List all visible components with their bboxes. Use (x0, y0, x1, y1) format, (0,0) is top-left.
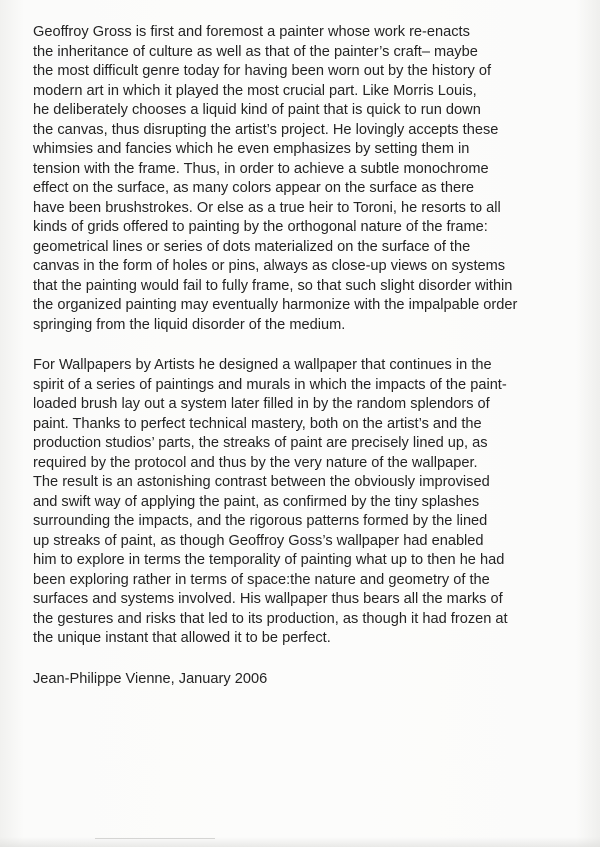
text-line: Geoffroy Gross is first and foremost a painter whose work re-enacts (33, 24, 470, 40)
text-line: the canvas, thus disrupting the artist’s project. He lovingly accepts these (33, 121, 499, 138)
text-line: paint. Thanks to perfect technical mastery, both on the artist’s and the (33, 415, 482, 432)
text-line: modern art in which it played the most crucial part. Like Morris Louis, (33, 82, 477, 99)
paragraph-2 (33, 356, 573, 649)
text-line: him to explore in terms the temporality of painting what up to then he had (33, 552, 505, 568)
text-line: whimsies and fancies which he even emphasizes by setting them in (33, 141, 470, 157)
text-line: canvas in the form of holes or pins, always as close-up views on systems (33, 258, 506, 274)
text-line: that the painting would fail to fully frame, so that such slight disorder within (33, 277, 513, 294)
text-line: surfaces and systems involved. His wallpaper thus bears all the marks of (33, 591, 503, 607)
text-line: production studios’ parts, the streaks of paint are precisely lined up, as (33, 435, 488, 451)
text-line: been exploring rather in terms of space:the nature and geometry of the (33, 571, 490, 588)
document-body (33, 23, 573, 689)
text-line: up streaks of paint, as though Geoffroy Goss’s wallpaper had enabled (33, 532, 484, 549)
text-line: the inheritance of culture as well as that of the painter’s craft– maybe (33, 43, 478, 60)
text-line: the organized painting may eventually harmonize with the impalpable order (33, 297, 518, 313)
text-line: the most difficult genre today for having been worn out by the history of (33, 63, 492, 79)
text-line: springing from the liquid disorder of the medium. (33, 316, 346, 333)
text-line: effect on the surface, as many colors appear on the surface as there (33, 180, 475, 196)
text-line: The result is an astonishing contrast between the obviously improvised (33, 474, 490, 490)
text-line: For Wallpapers by Artists he designed a wallpaper that continues in the (33, 357, 492, 373)
paragraph-1 (33, 23, 573, 335)
text-line: tension with the frame. Thus, in order to achieve a subtle monochrome (33, 160, 489, 177)
page-bottom-edge (0, 837, 600, 847)
text-line: the gestures and risks that led to its production, as though it had frozen at (33, 610, 508, 627)
text-line: he deliberately chooses a liquid kind of paint that is quick to run down (33, 102, 481, 118)
text-line: kinds of grids offered to painting by the orthogonal nature of the frame: (33, 219, 488, 235)
author-signature: Jean-Philippe Vienne, January 2006 (33, 670, 268, 687)
text-line: have been brushstrokes. Or else as a true heir to Toroni, he resorts to all (33, 199, 501, 216)
text-line: geometrical lines or series of dots materialized on the surface of the (33, 238, 471, 255)
text-line: spirit of a series of paintings and murals in which the impacts of the paint- (33, 376, 507, 393)
text-line: the unique instant that allowed it to be perfect. (33, 630, 331, 646)
text-line: surrounding the impacts, and the rigorous patterns formed by the lined (33, 513, 488, 529)
text-line: required by the protocol and thus by the very nature of the wallpaper. (33, 454, 478, 471)
text-line: loaded brush lay out a system later filled in by the random splendors of (33, 396, 490, 412)
text-line: and swift way of applying the paint, as confirmed by the tiny splashes (33, 493, 480, 510)
